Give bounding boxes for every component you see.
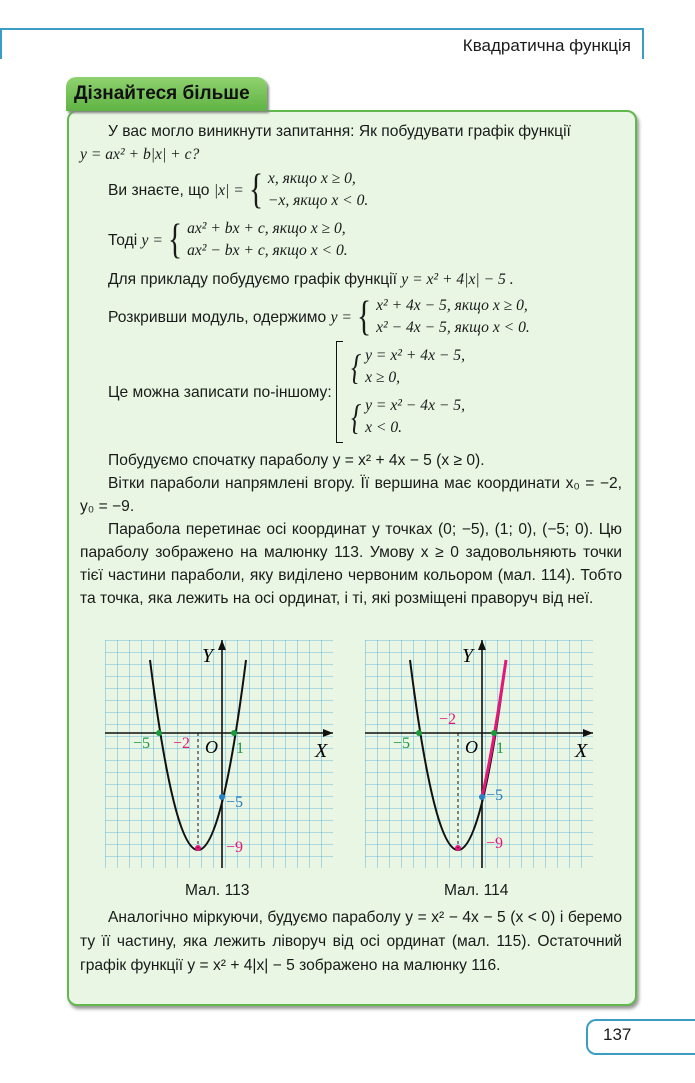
label-neg5: −5 [133,735,151,752]
expanded-cases [108,295,622,339]
expanded-case-2: x² − 4x − 5, якщо x < 0. [376,319,530,336]
label-y-neg9: −9 [226,839,244,856]
expanded-case-list [376,295,530,339]
origin-label: O [205,737,218,757]
point-one [491,730,497,736]
system-1b: x ≥ 0, [365,369,401,386]
label-neg5: −5 [393,735,411,752]
paragraph-1: У вас могло виникнути запитання: Як побудувати графік функції [108,123,571,140]
point-neg5 [416,730,422,736]
general-prefix: Тоді [108,231,138,249]
system-prefix: Це можна записати по-іншому: [108,383,332,401]
caption-113: Мал. 113 [185,882,250,899]
figures-svg [105,640,595,880]
systems [347,345,465,439]
system-union [108,341,622,443]
figure-113 [105,640,333,868]
formula-1: y = ax² + b|x| + c? [80,146,200,163]
general-cases [108,218,622,262]
general-case-2: ax² − bx + c, якщо x < 0. [187,242,348,259]
abs-cases [268,168,368,212]
brace: { [350,347,361,387]
system-1-lines [365,345,465,389]
point-one [231,730,237,736]
system-2a: y = x² − 4x − 5, [365,397,465,414]
section-tab [66,77,267,111]
formula-4: y = x² + 4|x| − 5 . [401,271,514,288]
general-case-1: ax² + bx + c, якщо x ≥ 0, [187,220,346,237]
origin-label: O [465,737,478,757]
y-axis-label: Y [462,645,474,667]
paragraph-4-text: Для прикладу побудуємо графік функції [108,271,397,288]
system-1 [347,345,465,389]
system-2b: x < 0. [365,419,403,436]
paragraph-7: Побудуємо спочатку параболу y = x² + 4x − 5 (x ≥ 0). [108,452,485,469]
label-neg2: −2 [439,711,457,728]
brace: { [350,397,361,437]
paragraph-9: Парабола перетинає осі координат у точках (0; −5), (1; 0), (−5; 0). Цю параболу зображено на малюнку 113. Умову x ≥ 0 задовольняють точки тієї частини параболи, яку виділено червоним кольором (мал. 114). Тобто та точка, яка лежить на осі ординат, і ті, які розміщені праворуч від неї. [80,521,622,607]
chapter-title: Квадратична функція [462,36,631,55]
label-one: 1 [236,740,244,757]
label-one: 1 [496,740,504,757]
point-y-neg5 [479,794,485,800]
label-y-neg5: −5 [486,787,504,804]
brace: { [356,294,372,340]
box-content [80,120,622,610]
general-case-list [187,218,348,262]
paragraph-4 [80,268,622,291]
label-neg2: −2 [173,735,191,752]
brace: { [167,217,183,263]
grid [105,640,333,868]
paragraph-8: Вітки параболи напрямлені вгору. Її вершина має координати x₀ = −2, y₀ = −9. [80,475,622,515]
abs-case-2: −x, якщо x < 0. [267,192,369,209]
system-1a: y = x² + 4x − 5, [365,347,465,364]
abs-def-prefix: Ви знаєте, що [108,181,210,199]
grid [365,640,593,868]
point-y-neg5 [219,794,225,800]
caption-114: Мал. 114 [444,882,509,899]
abs-def-lhs: |x| = [213,181,244,199]
y-axis-label: Y [202,645,214,667]
point-neg5 [156,730,162,736]
union-bracket [336,341,343,443]
system-2 [347,395,465,439]
label-y-neg5: −5 [226,794,244,811]
page-number: 137 [603,1025,632,1044]
abs-definition [108,168,622,212]
expanded-lhs: y = [330,308,352,326]
expanded-case-1: x² + 4x − 5, якщо x ≥ 0, [376,297,528,314]
figure-114 [365,640,593,868]
section-tab-label: Дізнайтеся більше [74,83,250,104]
x-axis-label: X [315,740,328,762]
x-axis-label: X [575,740,588,762]
abs-case-1: x, якщо x ≥ 0, [267,170,356,187]
expanded-prefix: Розкривши модуль, одержимо [108,308,327,326]
brace: { [248,167,263,213]
label-y-neg9: −9 [486,835,504,852]
paragraph-10: Аналогічно міркуючи, будуємо параболу y = x² − 4x − 5 (x < 0) і беремо ту її частину, яка лежить ліворуч від осі ординат (мал. 115). Остаточний графік функції y = x² + 4|x| − 5 зображено на малюнку 116. [80,909,622,974]
general-lhs: y = [141,231,163,249]
system-2-lines [365,395,465,439]
